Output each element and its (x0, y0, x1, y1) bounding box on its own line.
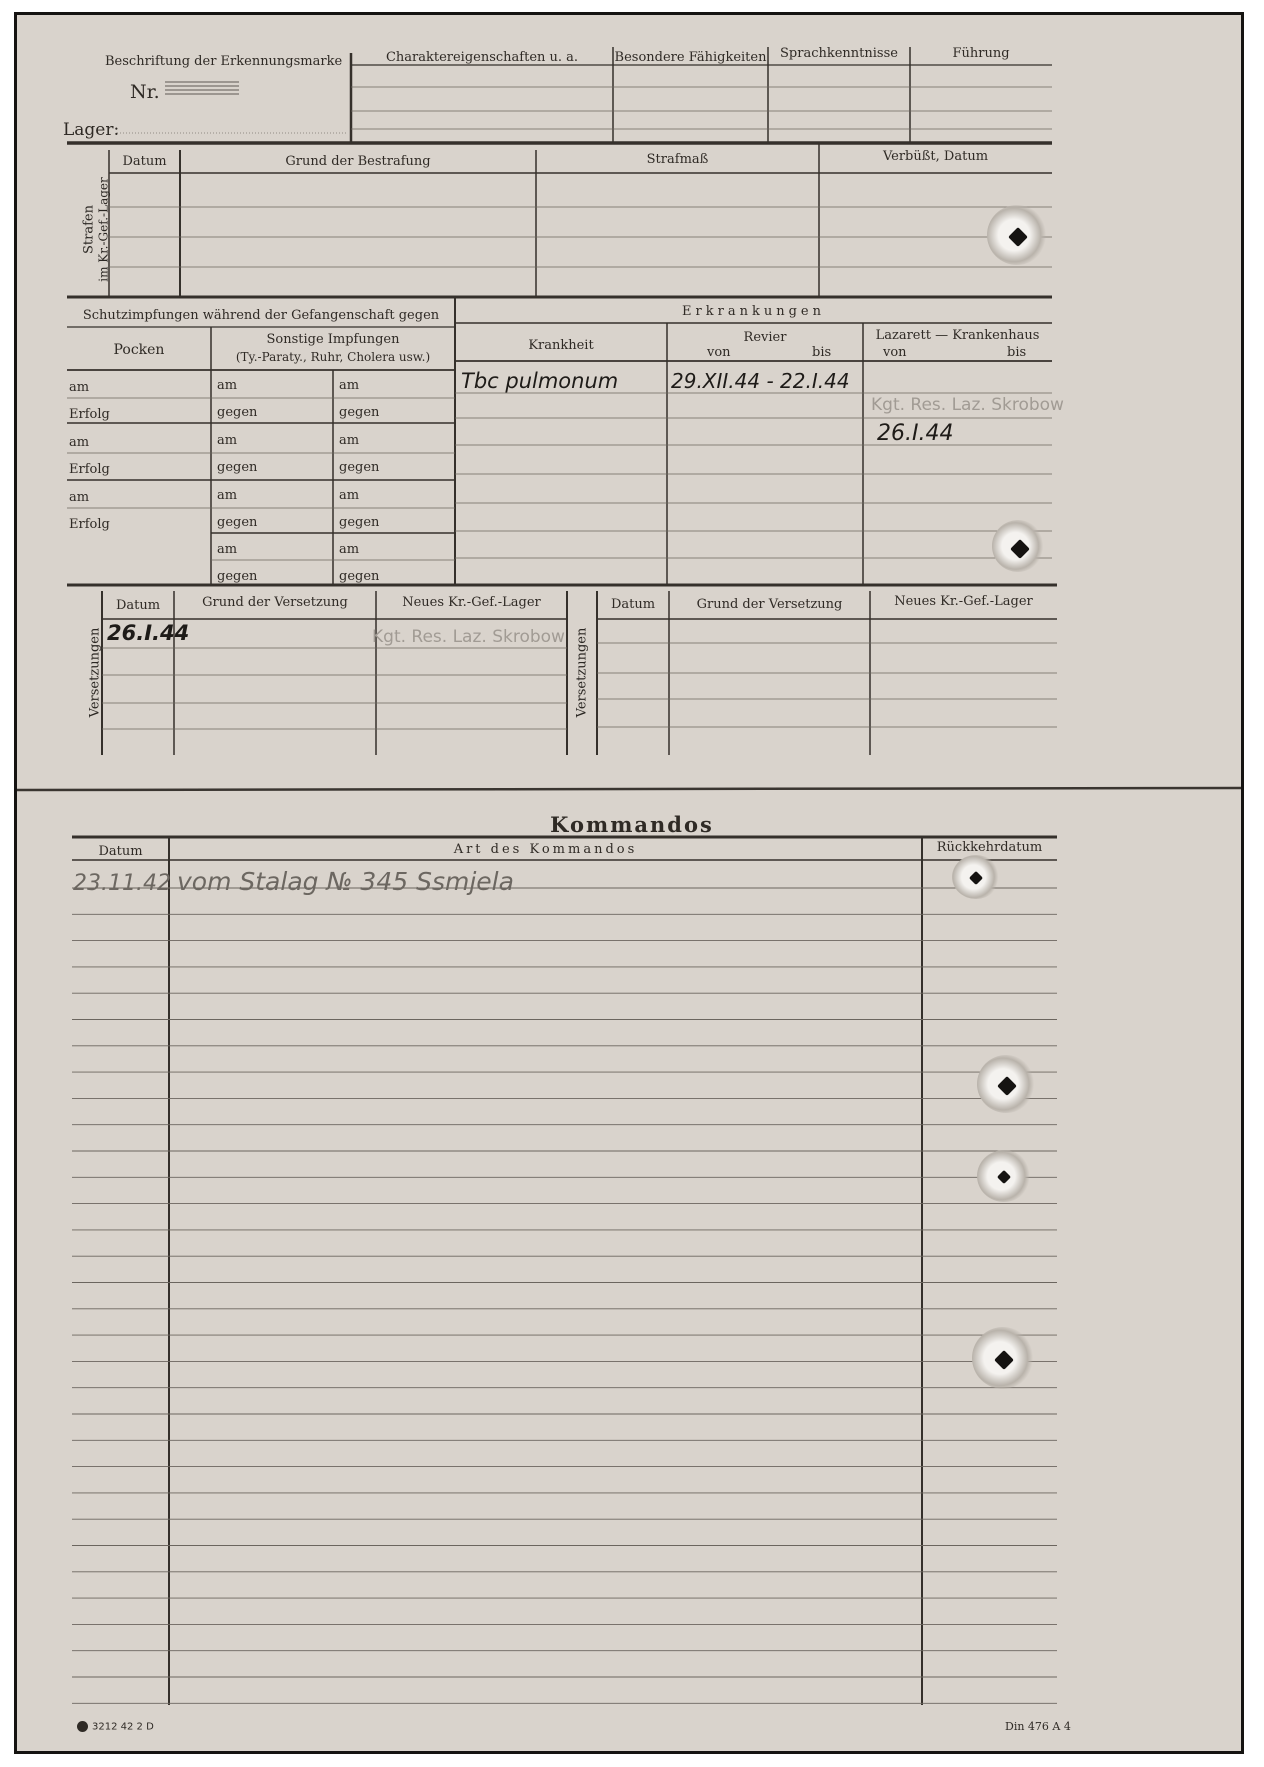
pocken-erfolg-2: Erfolg (69, 462, 110, 477)
sonstige-gegen-4b: gegen (339, 569, 380, 584)
footer-print-code: 3212 42 2 D (77, 1721, 154, 1733)
column-faehigkeiten: Besondere Fähigkeiten (614, 50, 767, 65)
strafen-column-datum: Datum (122, 154, 167, 169)
marke-label: Beschriftung der Erkennungsmarke (105, 54, 343, 69)
impfungen-title: Schutzimpfungen während der Gefangenschaft gegen (82, 308, 440, 323)
pocken-erfolg-1: Erfolg (69, 407, 110, 422)
versetzungen-column-datum-left: Datum (115, 598, 161, 613)
lazarett-label: Lazarett — Krankenhaus (875, 328, 1040, 343)
versetzungen-column-grund-left: Grund der Versetzung (202, 595, 348, 610)
erkrankungen-title: Erkrankungen (682, 304, 825, 319)
kommandos-column-datum: Datum (98, 844, 143, 859)
strafen-column-strafmass: Strafmaß (646, 152, 709, 167)
kommandos-column-rueckkehr: Rückkehrdatum (936, 840, 1043, 855)
versetzungen-column-lager-left: Neues Kr.-Gef.-Lager (402, 595, 541, 610)
revier-bis-label: bis (812, 345, 832, 360)
kommandos-art-entry: vom Stalag № 345 Ssmjela (177, 867, 514, 896)
sonstige-gegen-4a: gegen (217, 569, 258, 584)
strafen-column-verbuesst: Verbüßt, Datum (882, 149, 989, 164)
sonstige-am-4a: am (217, 542, 238, 557)
revier-label: Revier (743, 330, 787, 345)
krankheit-label: Krankheit (528, 338, 594, 353)
print-mark-icon (77, 1721, 88, 1732)
sonstige-am-1a: am (217, 378, 238, 393)
sonstige-gegen-3a: gegen (217, 515, 258, 530)
sonstige-gegen-2a: gegen (217, 460, 258, 475)
versetzungen-side-label-left: Versetzungen (87, 627, 103, 718)
punch-hole (977, 1150, 1031, 1202)
pocken-am-1: am (69, 380, 90, 395)
versetzungen-side-label-right: Versetzungen (574, 627, 590, 718)
kommandos-title: Kommandos (550, 812, 714, 837)
sonstige-am-3a: am (217, 488, 238, 503)
pocken-am-2: am (69, 435, 90, 450)
pocken-am-3: am (69, 490, 90, 505)
lager-label: Lager: (63, 120, 120, 140)
sonstige-am-2b: am (339, 433, 360, 448)
footer-din: Din 476 A 4 (1005, 1720, 1071, 1733)
lazarett-entry: 26.I.44 (877, 421, 954, 446)
column-fuehrung: Führung (952, 46, 1010, 61)
column-sprachkenntnisse: Sprachkenntnisse (780, 46, 898, 61)
sonstige-am-4b: am (339, 542, 360, 557)
punch-hole (977, 1055, 1035, 1113)
lazarett-von-label: von (883, 345, 907, 360)
kommandos-datum-entry: 23.11.42 (73, 871, 171, 896)
revier-von-label: von (707, 345, 731, 360)
form-sheet (14, 12, 1244, 1754)
strafen-side-label: Strafen im Kr.-Gef.-Lager (81, 177, 111, 282)
versetzungen-column-lager-right: Neues Kr.-Gef.-Lager (894, 594, 1033, 609)
versetzungen-datum-entry: 26.I.44 (107, 621, 190, 645)
revier-entry: 29.XII.44 - 22.I.44 (671, 369, 850, 393)
sonstige-gegen-1a: gegen (217, 405, 258, 420)
versetzungen-column-datum-right: Datum (610, 597, 656, 612)
sonstige-impfungen-sublabel: (Ty.-Paraty., Ruhr, Cholera usw.) (235, 350, 431, 364)
pocken-erfolg-3: Erfolg (69, 517, 110, 532)
sonstige-am-2a: am (217, 433, 238, 448)
sonstige-am-1b: am (339, 378, 360, 393)
punch-hole (952, 855, 1000, 899)
lazarett-bis-label: bis (1007, 345, 1027, 360)
krankheit-entry: Tbc pulmonum (461, 369, 619, 393)
sonstige-gegen-3b: gegen (339, 515, 380, 530)
punch-hole (972, 1327, 1034, 1389)
lazarett-stamp: Kgt. Res. Laz. Skrobow (871, 395, 1064, 415)
kommandos-column-art: Art des Kommandos (453, 842, 638, 857)
strafen-column-grund: Grund der Bestrafung (285, 154, 431, 169)
versetzungen-stamp: Kgt. Res. Laz. Skrobow (372, 627, 565, 647)
sonstige-impfungen-label: Sonstige Impfungen (266, 332, 400, 347)
sonstige-gegen-2b: gegen (339, 460, 380, 475)
pocken-label: Pocken (113, 342, 165, 358)
column-charaktereigenschaften: Charaktereigenschaften u. a. (385, 50, 579, 65)
sonstige-am-3b: am (339, 488, 360, 503)
punch-hole (987, 205, 1047, 265)
nr-label: Nr. (130, 81, 160, 103)
sonstige-gegen-1b: gegen (339, 405, 380, 420)
punch-hole (992, 520, 1044, 572)
versetzungen-column-grund-right: Grund der Versetzung (696, 597, 843, 612)
